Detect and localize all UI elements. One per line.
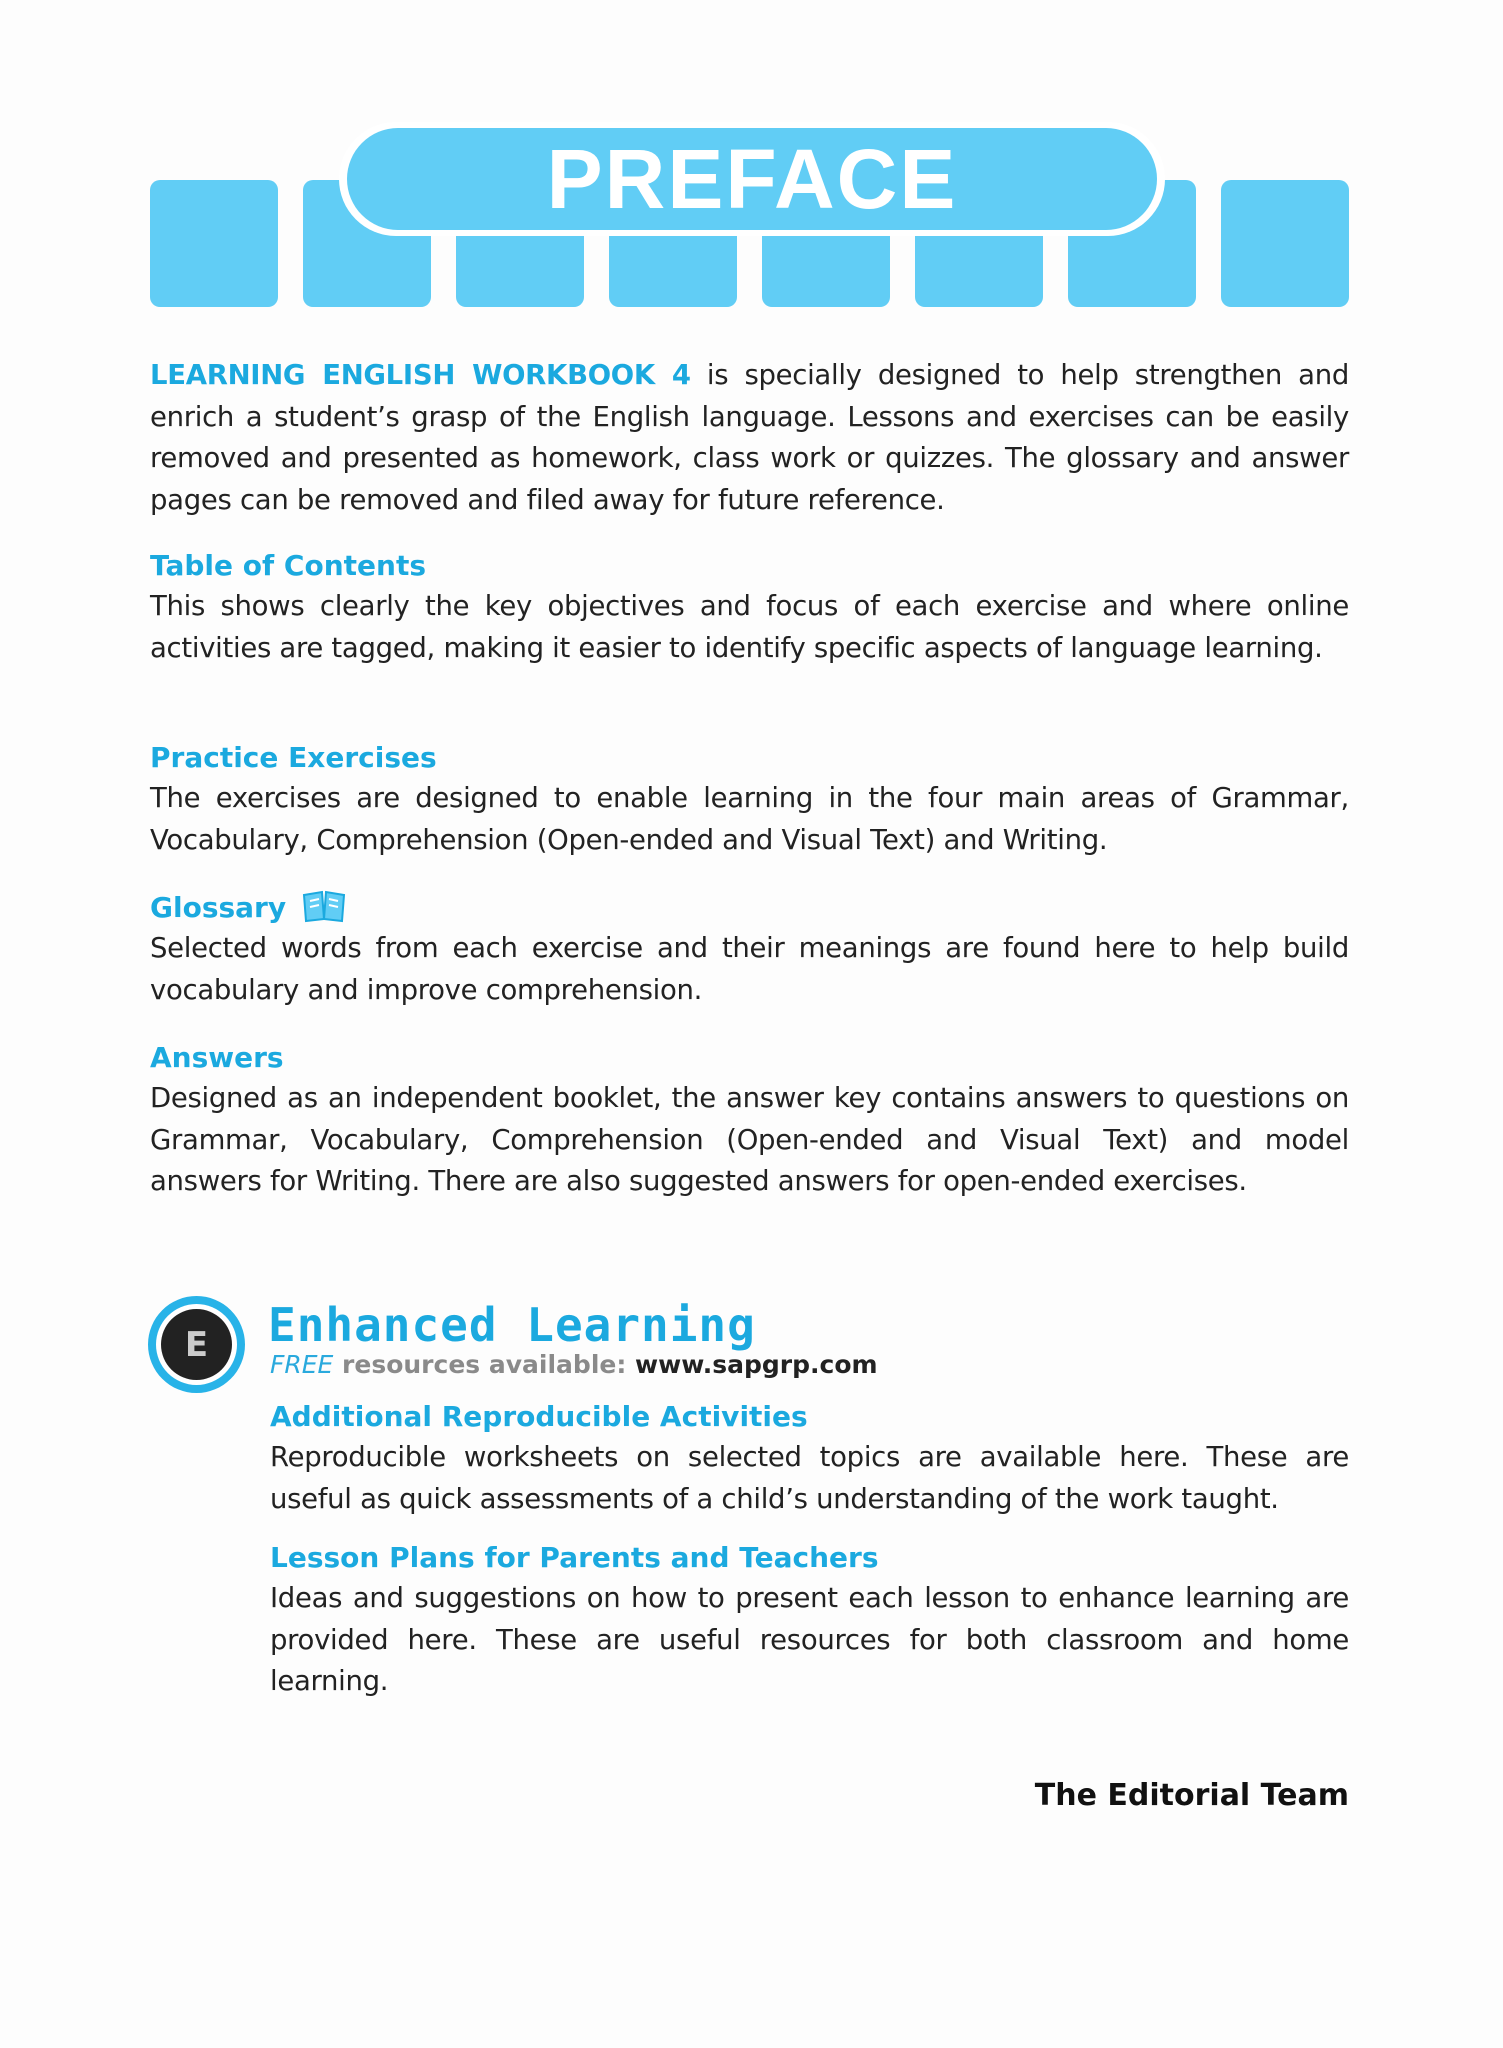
open-book-icon [302,889,346,923]
website-link[interactable]: www.sapgrp.com [635,1350,878,1379]
section-heading: Answers [150,1041,284,1074]
enhanced-learning-title: Enhanced Learning [268,1298,756,1352]
banner-block [150,180,278,307]
section-reproducible-activities [270,1397,1349,1520]
free-label: FREE [270,1350,334,1379]
section-glossary [150,888,1349,1011]
title-pill [339,122,1165,236]
section-heading: Table of Contents [150,549,427,582]
signature: The Editorial Team [1034,1778,1349,1813]
section-text: Ideas and suggestions on how to present each lesson to enhance learning are provided here. These are useful resources for both classroom and home learning. [270,1582,1349,1698]
section-heading: Lesson Plans for Parents and Teachers [270,1541,879,1574]
section-text: Reproducible worksheets on selected topics are available here. These are useful as quick assessments of a child’s understanding of the work taught. [270,1441,1349,1515]
resources-line [270,1350,878,1379]
section-text: Selected words from each exercise and their meanings are found here to help build vocabulary and improve comprehension. [150,932,1349,1006]
section-text: Designed as an independent booklet, the answer key contains answers to questions on Grammar, Vocabulary, Comprehension (Open-ended and Visual Text) and model answers for Writing. There are also suggested answers for open-ended exercises. [150,1082,1349,1198]
section-heading: Glossary [150,891,287,924]
section-text: This shows clearly the key objectives and focus of each exercise and where online activities are tagged, making it easier to identify specific aspects of language learning. [150,590,1349,664]
section-heading: Additional Reproducible Activities [270,1400,808,1433]
section-table-of-contents [150,546,1349,669]
section-answers [150,1038,1349,1203]
resources-label: resources available: [333,1350,636,1379]
enhanced-learning-logo-icon: E [148,1296,245,1393]
section-lesson-plans [270,1538,1349,1703]
intro-paragraph [150,355,1349,522]
banner-block [1221,180,1349,307]
section-heading: Practice Exercises [150,741,437,774]
page-title: PREFACE [546,131,958,226]
section-practice-exercises [150,738,1349,861]
section-text: The exercises are designed to enable learning in the four main areas of Grammar, Vocabulary, Comprehension (Open-ended and Visual Text) and Writing. [150,782,1349,856]
intro-text: is specially designed to help strengthen and enrich a student’s grasp of the English language. Lessons and exercises can be easily removed and presented as homework, class work or quizzes. The glossary and answer pages can be removed and filed away for future reference. [150,359,1349,517]
book-title: LEARNING ENGLISH WORKBOOK 4 [150,359,691,391]
